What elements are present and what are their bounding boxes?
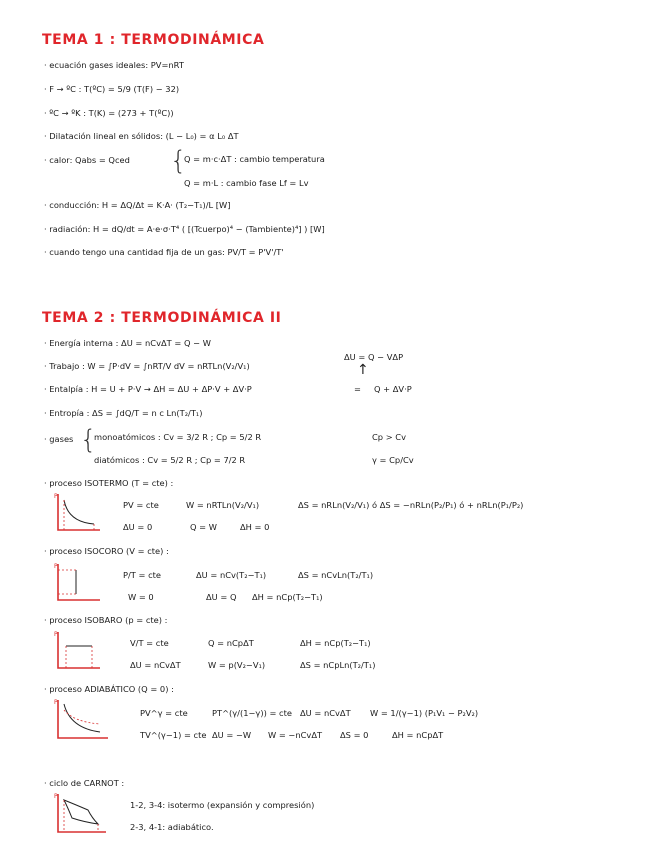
entropia-line: · Entropía : ΔS = ∫dQ/T = n c Ln(T₂/T₁)	[44, 408, 203, 418]
tema1-title: TEMA 1 : TERMODINÁMICA	[42, 32, 265, 48]
calor-line: · calor: Qabs = Qced	[44, 155, 130, 165]
adiabatico-du: ΔU = nCvΔT	[300, 708, 351, 718]
isocoro-du: ΔU = nCv(T₂−T₁)	[196, 570, 267, 580]
adiabatico-ds: ΔS = 0	[340, 730, 369, 740]
gamma-note: γ = Cp/Cv	[372, 455, 414, 465]
carnot-line-1: 1-2, 3-4: isotermo (expansión y compresión)	[130, 800, 315, 810]
gases-label: · gases	[44, 434, 74, 444]
isobaro-dh: ΔH = nCp(T₂−T₁)	[300, 638, 371, 648]
tema2-title: TEMA 2 : TERMODINÁMICA II	[42, 310, 282, 326]
isotermo-w: W = nRTLn(V₂/V₁)	[186, 500, 260, 510]
adiabatico-dh: ΔH = nCpΔT	[392, 730, 444, 740]
svg-text:P: P	[54, 631, 58, 638]
isocoro-pt: P/T = cte	[123, 570, 162, 580]
adiabatico-duw: ΔU = −W	[212, 730, 252, 740]
diatomicos-line: diatómicos : Cv = 5/2 R ; Cp = 7/2 R	[94, 455, 246, 465]
calor-case-1: Q = m·c·ΔT : cambio temperatura	[184, 154, 325, 164]
trabajo-line: · Trabajo : W = ∫P·dV = ∫nRT/V dV = nRTLn(V₂/V₁)	[44, 361, 250, 371]
carnot-cycle	[64, 800, 98, 824]
carnot-line-2: 2-3, 4-1: adiabático.	[130, 822, 214, 832]
adiabatico-w: W = 1/(γ−1) (P₁V₁ − P₂V₂)	[370, 708, 479, 718]
svg-text:P: P	[54, 699, 58, 706]
isocoro-axes	[58, 564, 100, 600]
isotermo-q: Q = W	[190, 522, 217, 532]
adiabatico-tv: TV^(γ−1) = cte	[140, 730, 207, 740]
equals-icon: =	[354, 384, 361, 394]
conduccion-line: · conducción: H = ΔQ/Δt = K·A· (T₂−T₁)/L [W]	[44, 200, 231, 210]
adiabatico-pv: PV^γ = cte	[140, 708, 188, 718]
dilatacion-line: · Dilatación lineal en sólidos: (L − L₀) = α L₀ ΔT	[44, 131, 239, 141]
adiabatico-curve	[64, 704, 100, 732]
isobaro-graph	[54, 630, 104, 672]
isocoro-w: W = 0	[128, 592, 154, 602]
isotermo-dh: ΔH = 0	[240, 522, 270, 532]
carnot-graph	[54, 792, 110, 838]
cp-cv-note: Cp > Cv	[372, 432, 406, 442]
isotermo-pv: PV = cte	[123, 500, 159, 510]
adiabatico-title: · proceso ADIABÁTICO (Q = 0) :	[44, 684, 174, 694]
isobaro-vt: V/T = cte	[130, 638, 169, 648]
svg-text:P: P	[54, 493, 58, 500]
entalpia-right: Q + ΔV·P	[374, 384, 412, 394]
energia-interna-line: · Energía interna : ΔU = nCvΔT = Q − W	[44, 338, 211, 348]
isocoro-title: · proceso ISOCORO (V = cte) :	[44, 546, 169, 556]
f-to-c-line: · F → ºC : T(ºC) = 5/9 (T(F) − 32)	[44, 84, 180, 94]
calor-case-2: Q = m·L : cambio fase Lf = Lv	[184, 178, 309, 188]
gases-ideales-line: · ecuación gases ideales: PV=nRT	[44, 60, 184, 70]
isotermo-du: ΔU = 0	[123, 522, 153, 532]
svg-text:P: P	[54, 563, 58, 570]
c-to-k-line: · ºC → ºK : T(K) = (273 + T(ºC))	[44, 108, 174, 118]
svg-text:P: P	[54, 793, 58, 800]
isocoro-graph	[54, 562, 104, 604]
adiabatico-pt: PT^(γ/(1−γ)) = cte	[212, 708, 292, 718]
isotermo-curve	[64, 500, 94, 524]
isobaro-axes	[58, 632, 100, 668]
calor-brace: {	[170, 146, 187, 176]
carnot-axes	[58, 794, 106, 832]
isocoro-ds: ΔS = nCvLn(T₂/T₁)	[298, 570, 374, 580]
du-note: ΔU = Q − VΔP	[344, 352, 404, 362]
isocoro-duq: ΔU = Q	[206, 592, 237, 602]
gases-brace: {	[80, 425, 97, 455]
isobaro-title: · proceso ISOBARO (p = cte) :	[44, 615, 168, 625]
isobaro-ds: ΔS = nCpLn(T₂/T₁)	[300, 660, 376, 670]
isotermo-title: · proceso ISOTERMO (T = cte) :	[44, 478, 174, 488]
isobaro-w: W = p(V₂−V₁)	[208, 660, 266, 670]
carnot-title: · ciclo de CARNOT :	[44, 778, 125, 788]
entalpia-line: · Entalpía : H = U + P·V → ΔH = ΔU + ΔP·V + ΔV·P	[44, 384, 252, 394]
isotermo-graph	[54, 492, 104, 534]
adiabatico-w2: W = −nCvΔT	[268, 730, 323, 740]
adiabatico-axes	[58, 700, 108, 738]
adiabatico-graph	[54, 698, 114, 744]
arrow-up-icon: ↑	[357, 362, 369, 378]
isobaro-du: ΔU = nCvΔT	[130, 660, 181, 670]
isobaro-q: Q = nCpΔT	[208, 638, 254, 648]
isocoro-dh: ΔH = nCp(T₂−T₁)	[252, 592, 323, 602]
radiacion-line: · radiación: H = dQ/dt = A·e·σ·T⁴ ( [(Tcuerpo)⁴ − (Tambiente)⁴] ) [W]	[44, 224, 325, 234]
isotermo-ds: ΔS = nRLn(V₂/V₁) ó ΔS = −nRLn(P₂/P₁) ó + nRLn(P₁/P₂)	[298, 500, 524, 510]
monoatomicos-line: monoatómicos : Cv = 3/2 R ; Cp = 5/2 R	[94, 432, 262, 442]
gas-fijo-line: · cuando tengo una cantidad fija de un gas: PV/T = P'V'/T'	[44, 247, 284, 257]
